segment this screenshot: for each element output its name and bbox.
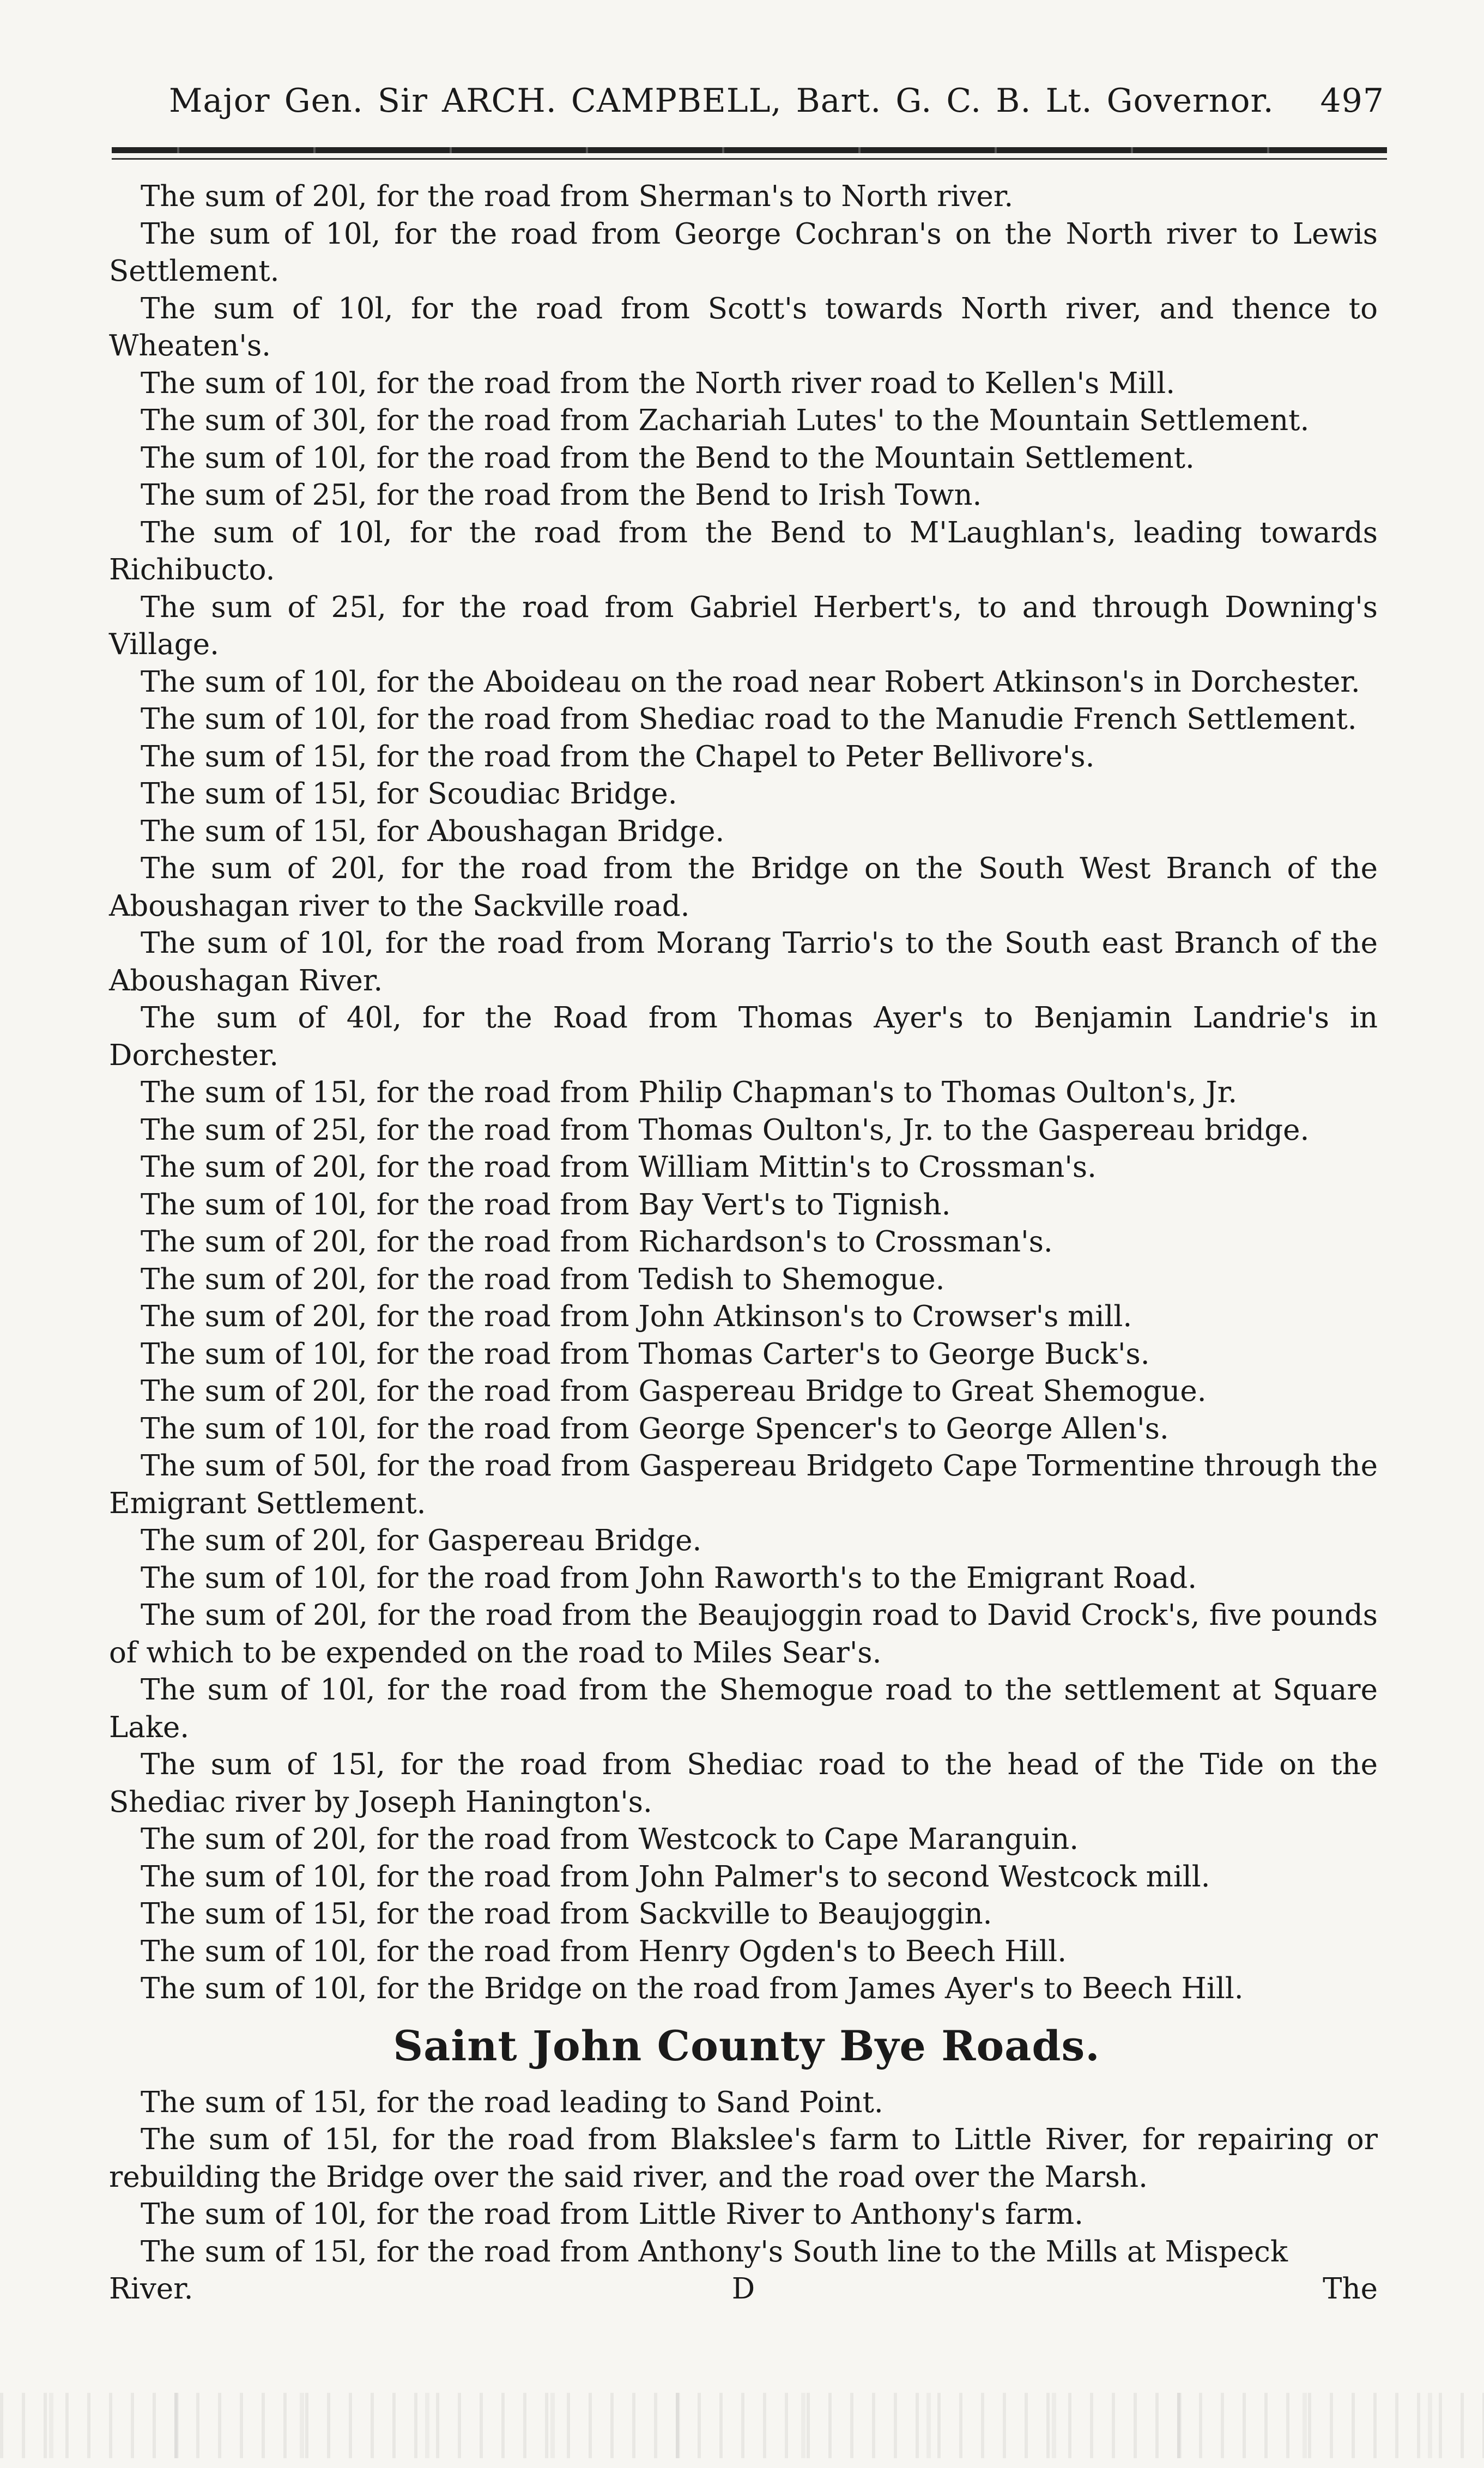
appropriation-entry: The sum of 15l, for the road from Sackville to Beaujoggin. bbox=[141, 1897, 992, 1931]
appropriation-entry: The sum of 15l, for the road from Blakslee's farm to Little River, for repairing or rebuilding the Bridge over the said river, and the road over the Marsh. bbox=[109, 2123, 1378, 2194]
appropriation-entry: The sum of 10l, for the road from the Bend to the Mountain Settlement. bbox=[141, 441, 1195, 475]
appropriation-entry: The sum of 30l, for the road from Zachariah Lutes' to the Mountain Settlement. bbox=[141, 404, 1310, 437]
appropriation-entry: The sum of 10l, for the road from Bay Vert's to Tignish. bbox=[141, 1188, 951, 1221]
appropriation-entry: The sum of 20l, for Gaspereau Bridge. bbox=[141, 1524, 702, 1557]
appropriation-entry: The sum of 15l, for the road from the Chapel to Peter Bellivore's. bbox=[141, 740, 1095, 773]
appropriation-entry: The sum of 20l, for the road from the Bridge on the South West Branch of the Aboushagan river to the Sackville road. bbox=[109, 852, 1378, 923]
continuation-text: River. bbox=[109, 2272, 193, 2306]
header-rule bbox=[112, 147, 1387, 160]
appropriation-entry: The sum of 15l, for the road from Shediac road to the head of the Tide on the Shediac river by Joseph Hanington's. bbox=[109, 1748, 1378, 1819]
appropriation-entry: The sum of 10l, for the road from George Cochran's on the North river to Lewis Settlement. bbox=[109, 217, 1378, 288]
appropriation-entry: The sum of 15l, for the road from Philip Chapman's to Thomas Oulton's, Jr. bbox=[141, 1076, 1238, 1109]
page-number: 497 bbox=[1320, 82, 1384, 120]
appropriation-entry: The sum of 15l, for the road leading to Sand Point. bbox=[141, 2085, 883, 2119]
appropriation-entry: The sum of 10l, for the Bridge on the road from James Ayer's to Beech Hill. bbox=[141, 1972, 1244, 2005]
appropriation-entry: The sum of 10l, for the road from Scott's towards North river, and thence to Wheaten's. bbox=[109, 292, 1378, 362]
header-rule-thin bbox=[112, 158, 1387, 160]
document-page bbox=[109, 82, 1384, 2308]
appropriation-entry: The sum of 20l, for the road from Richardson's to Crossman's. bbox=[141, 1225, 1053, 1259]
appropriation-entry: The sum of 25l, for the road from Gabriel Herbert's, to and through Downing's Village. bbox=[109, 590, 1378, 661]
appropriation-entry: The sum of 25l, for the road from the Bend to Irish Town. bbox=[141, 479, 982, 512]
appropriation-entry: The sum of 10l, for the Aboideau on the road near Robert Atkinson's in Dorchester. bbox=[141, 665, 1360, 699]
appropriation-entry: The sum of 15l, for Aboushagan Bridge. bbox=[141, 814, 725, 848]
appropriation-entry: The sum of 10l, for the road from Little River to Anthony's farm. bbox=[141, 2198, 1083, 2231]
appropriation-entry: The sum of 10l, for the road from the Bend to M'Laughlan's, leading towards Richibucto. bbox=[109, 516, 1378, 586]
page-header-title: Major Gen. Sir ARCH. CAMPBELL, Bart. G. C. B. Lt. Governor. bbox=[169, 82, 1274, 120]
appropriation-entry: The sum of 20l, for the road from Gaspereau Bridge to Great Shemogue. bbox=[141, 1375, 1207, 1408]
appropriation-entry: The sum of 25l, for the road from Thomas Oulton's, Jr. to the Gaspereau bridge. bbox=[141, 1113, 1310, 1147]
appropriation-entry: The sum of 20l, for the road from the Beaujoggin road to David Crock's, five pounds of which to be expended on the road to Miles Sear's. bbox=[109, 1599, 1378, 1669]
running-head bbox=[109, 82, 1384, 136]
page-footer-line bbox=[109, 2271, 1384, 2308]
appropriation-entry: The sum of 15l, for Scoudiac Bridge. bbox=[141, 777, 677, 810]
appropriation-entry: The sum of 40l, for the Road from Thomas Ayer's to Benjamin Landrie's in Dorchester. bbox=[109, 1001, 1378, 1072]
appropriation-entry: The sum of 50l, for the road from Gaspereau Bridgeto Cape Tormentine through the Emigrant Settlement. bbox=[109, 1449, 1378, 1520]
appropriation-entry: The sum of 20l, for the road from William Mittin's to Crossman's. bbox=[141, 1151, 1097, 1184]
appropriation-entry: The sum of 20l, for the road from Westcock to Cape Maranguin. bbox=[141, 1823, 1079, 1856]
section-appropriation-list bbox=[109, 2084, 1384, 2271]
catchword: The bbox=[1323, 2272, 1378, 2306]
appropriation-entry: The sum of 10l, for the road from Shediac road to the Manudie French Settlement. bbox=[141, 703, 1357, 736]
signature-mark: D bbox=[731, 2272, 755, 2306]
appropriation-list bbox=[109, 178, 1384, 2008]
section-heading: Saint John County Bye Roads. bbox=[393, 2021, 1100, 2070]
appropriation-entry: The sum of 10l, for the road from Thomas Carter's to George Buck's. bbox=[141, 1337, 1150, 1371]
appropriation-entry: The sum of 10l, for the road from John Palmer's to second Westcock mill. bbox=[141, 1860, 1210, 1894]
appropriation-entry: The sum of 20l, for the road from John Atkinson's to Crowser's mill. bbox=[141, 1300, 1132, 1333]
appropriation-entry: The sum of 10l, for the road from George Spencer's to George Allen's. bbox=[141, 1412, 1169, 1445]
appropriation-entry: The sum of 15l, for the road from Anthony's South line to the Mills at Mispeck bbox=[141, 2235, 1288, 2269]
appropriation-entry: The sum of 10l, for the road from the Shemogue road to the settlement at Square Lake. bbox=[109, 1673, 1378, 1744]
appropriation-entry: The sum of 20l, for the road from Sherman's to North river. bbox=[141, 180, 1014, 213]
appropriation-entry: The sum of 10l, for the road from Morang Tarrio's to the South east Branch of the Aboushagan River. bbox=[109, 927, 1378, 997]
appropriation-entry: The sum of 10l, for the road from John Raworth's to the Emigrant Road. bbox=[141, 1561, 1197, 1595]
appropriation-entry: The sum of 10l, for the road from the North river road to Kellen's Mill. bbox=[141, 366, 1176, 400]
header-rule-thick bbox=[112, 147, 1387, 153]
appropriation-entry: The sum of 10l, for the road from Henry Ogden's to Beech Hill. bbox=[141, 1934, 1067, 1968]
scan-noise bbox=[0, 2393, 1484, 2458]
appropriation-entry: The sum of 20l, for the road from Tedish to Shemogue. bbox=[141, 1262, 945, 1296]
